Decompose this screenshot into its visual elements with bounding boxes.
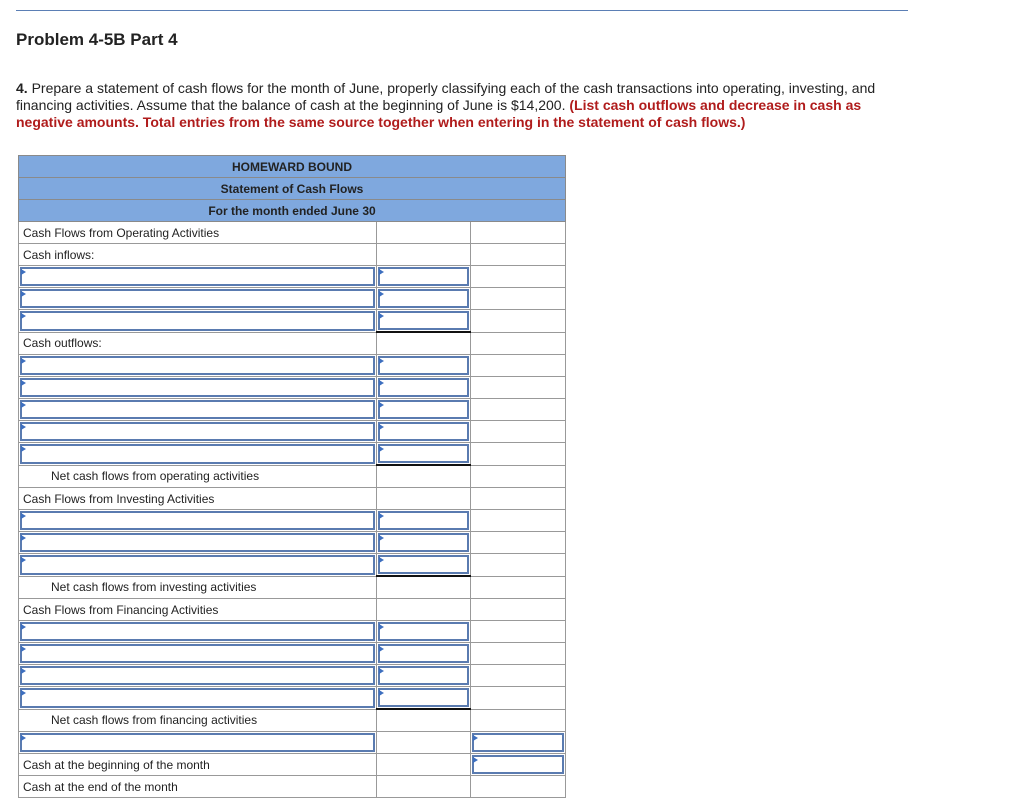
amount-cell bbox=[377, 599, 471, 621]
top-divider bbox=[16, 10, 908, 11]
amount-cell bbox=[377, 754, 471, 776]
total-cell bbox=[471, 288, 566, 310]
amount-input[interactable] bbox=[378, 378, 469, 397]
row-label-financing: Cash Flows from Financing Activities bbox=[19, 599, 377, 621]
instructions bbox=[16, 80, 916, 131]
instruction-emphasis: (List cash outflows and decrease in cash as negative amounts. Total entries from the same source together when entering in the statement of cash flows.) bbox=[16, 97, 862, 130]
row-label-net-operating: Net cash flows from operating activities bbox=[19, 465, 377, 488]
amount-cell bbox=[377, 488, 471, 510]
amount-input[interactable] bbox=[378, 666, 469, 685]
total-input[interactable] bbox=[472, 733, 564, 752]
description-input[interactable] bbox=[20, 733, 375, 752]
instruction-number: 4. bbox=[16, 80, 28, 96]
total-cell bbox=[471, 222, 566, 244]
row-label-cash-end: Cash at the end of the month bbox=[19, 776, 377, 798]
row-label-investing: Cash Flows from Investing Activities bbox=[19, 488, 377, 510]
table-row bbox=[19, 465, 566, 488]
row-label-net-financing: Net cash flows from financing activities bbox=[19, 709, 377, 732]
amount-input[interactable] bbox=[378, 267, 469, 286]
amount-input[interactable] bbox=[378, 533, 469, 552]
description-input[interactable] bbox=[20, 644, 375, 663]
total-cell bbox=[471, 776, 566, 798]
total-cell bbox=[471, 709, 566, 732]
page-title: Problem 4-5B Part 4 bbox=[16, 30, 178, 49]
total-cell bbox=[471, 332, 566, 355]
table-row bbox=[19, 687, 566, 710]
description-input[interactable] bbox=[20, 555, 375, 575]
total-cell bbox=[471, 421, 566, 443]
table-row bbox=[19, 532, 566, 554]
table-row bbox=[19, 732, 566, 754]
row-label-net-investing: Net cash flows from investing activities bbox=[19, 576, 377, 599]
table-row bbox=[19, 222, 566, 244]
description-input[interactable] bbox=[20, 311, 375, 331]
table-row bbox=[19, 266, 566, 288]
amount-input[interactable] bbox=[378, 444, 469, 463]
table-row bbox=[19, 510, 566, 532]
total-cell bbox=[471, 643, 566, 665]
total-cell bbox=[471, 532, 566, 554]
total-input[interactable] bbox=[472, 755, 564, 774]
amount-input[interactable] bbox=[378, 688, 469, 707]
table-row bbox=[19, 709, 566, 732]
amount-input[interactable] bbox=[378, 356, 469, 375]
total-cell bbox=[471, 554, 566, 577]
amount-input[interactable] bbox=[378, 289, 469, 308]
description-input[interactable] bbox=[20, 511, 375, 530]
row-label-cash-begin: Cash at the beginning of the month bbox=[19, 754, 377, 776]
total-cell bbox=[471, 465, 566, 488]
amount-cell bbox=[377, 465, 471, 488]
table-row bbox=[19, 355, 566, 377]
cash-flow-statement-table bbox=[18, 155, 566, 798]
description-input[interactable] bbox=[20, 444, 375, 464]
description-input[interactable] bbox=[20, 267, 375, 286]
instruction-text: Prepare a statement of cash flows for the month of June, properly classifying each of the cash transactions into operating, investing, and financing activities. Assume that the balance of cash at the beginning of June is $14,200. bbox=[16, 80, 876, 113]
amount-cell bbox=[377, 222, 471, 244]
description-input[interactable] bbox=[20, 688, 375, 708]
table-row bbox=[19, 288, 566, 310]
total-cell bbox=[471, 355, 566, 377]
table-row bbox=[19, 621, 566, 643]
amount-cell bbox=[377, 332, 471, 355]
total-cell bbox=[471, 443, 566, 466]
amount-cell bbox=[377, 732, 471, 754]
description-input[interactable] bbox=[20, 422, 375, 441]
company-name: HOMEWARD BOUND bbox=[19, 156, 566, 178]
statement-name: Statement of Cash Flows bbox=[19, 178, 566, 200]
row-label-inflows: Cash inflows: bbox=[19, 244, 377, 266]
amount-cell bbox=[377, 709, 471, 732]
amount-input[interactable] bbox=[378, 400, 469, 419]
total-cell bbox=[471, 576, 566, 599]
total-cell bbox=[471, 488, 566, 510]
total-cell bbox=[471, 399, 566, 421]
amount-cell bbox=[377, 776, 471, 798]
total-cell bbox=[471, 244, 566, 266]
table-row bbox=[19, 244, 566, 266]
amount-input[interactable] bbox=[378, 644, 469, 663]
amount-cell bbox=[377, 576, 471, 599]
amount-cell bbox=[377, 244, 471, 266]
table-row bbox=[19, 377, 566, 399]
amount-input[interactable] bbox=[378, 422, 469, 441]
total-cell bbox=[471, 621, 566, 643]
description-input[interactable] bbox=[20, 400, 375, 419]
table-row bbox=[19, 665, 566, 687]
table-row bbox=[19, 643, 566, 665]
description-input[interactable] bbox=[20, 533, 375, 552]
table-row bbox=[19, 554, 566, 577]
table-row bbox=[19, 310, 566, 333]
total-cell bbox=[471, 377, 566, 399]
total-cell bbox=[471, 599, 566, 621]
amount-input[interactable] bbox=[378, 511, 469, 530]
amount-input[interactable] bbox=[378, 311, 469, 330]
table-row bbox=[19, 754, 566, 776]
amount-input[interactable] bbox=[378, 622, 469, 641]
table-row bbox=[19, 599, 566, 621]
row-label-outflows: Cash outflows: bbox=[19, 332, 377, 355]
description-input[interactable] bbox=[20, 666, 375, 685]
total-cell bbox=[471, 665, 566, 687]
description-input[interactable] bbox=[20, 622, 375, 641]
total-cell bbox=[471, 510, 566, 532]
total-cell bbox=[471, 266, 566, 288]
total-cell bbox=[471, 687, 566, 710]
table-row bbox=[19, 776, 566, 798]
table-row bbox=[19, 332, 566, 355]
description-input[interactable] bbox=[20, 378, 375, 397]
table-row bbox=[19, 399, 566, 421]
row-label-operating: Cash Flows from Operating Activities bbox=[19, 222, 377, 244]
table-row bbox=[19, 576, 566, 599]
statement-period: For the month ended June 30 bbox=[19, 200, 566, 222]
amount-input[interactable] bbox=[378, 555, 469, 574]
table-row bbox=[19, 443, 566, 466]
table-row bbox=[19, 421, 566, 443]
total-cell bbox=[471, 310, 566, 333]
table-row bbox=[19, 488, 566, 510]
description-input[interactable] bbox=[20, 356, 375, 375]
description-input[interactable] bbox=[20, 289, 375, 308]
